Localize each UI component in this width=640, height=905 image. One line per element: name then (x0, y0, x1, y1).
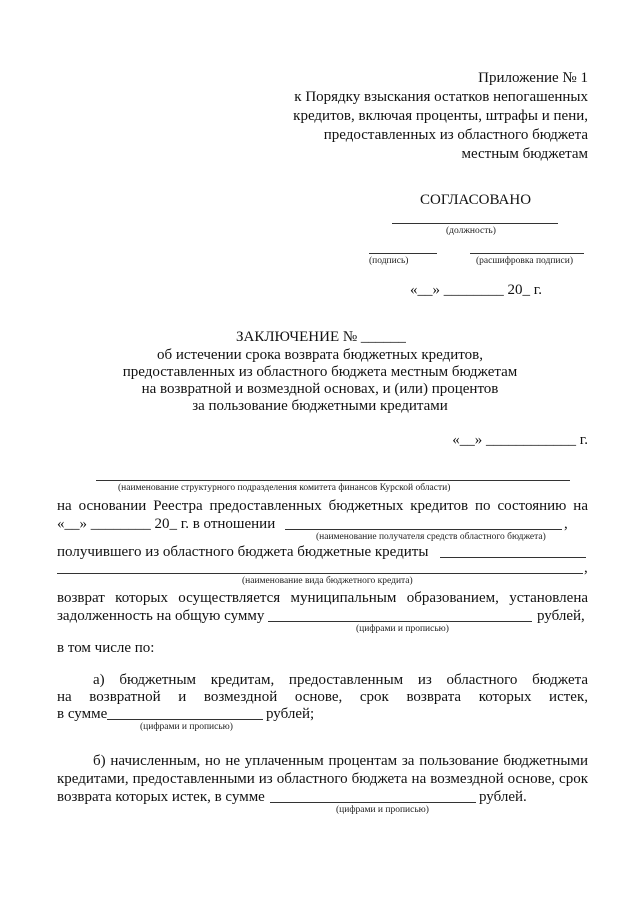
position-line (392, 223, 558, 224)
item-b-caption: (цифрами и прописью) (336, 805, 429, 815)
item-b-sum-end: рублей. (479, 789, 527, 805)
including-line: в том числе по: (57, 640, 155, 656)
basis-line: на основании Реестра предоставленных бюджетных кредитов по состоянию на (57, 498, 588, 514)
appendix-line: к Порядку взыскания остатков непогашенных (294, 89, 588, 105)
item-a-sum-start: в сумме (57, 706, 108, 722)
signature-line (369, 253, 437, 254)
conclusion-subtitle: за пользование бюджетными кредитами (192, 398, 448, 414)
conclusion-date: «__» ____________ г. (452, 432, 588, 448)
item-a-caption: (цифрами и прописью) (140, 722, 233, 732)
conclusion-subtitle: на возвратной и возмездной основах, и (или) процентов (141, 381, 499, 397)
debt-start: задолженность на общую сумму (57, 608, 265, 624)
received-blank (440, 557, 586, 558)
debt-caption: (цифрами и прописью) (356, 624, 449, 634)
appendix-line: местным бюджетам (461, 146, 588, 162)
repay-line: возврат которых осуществляется муниципальным образованием, установлена (57, 590, 588, 606)
conclusion-title: ЗАКЛЮЧЕНИЕ № ______ (236, 329, 406, 345)
conclusion-subtitle: предоставленных из областного бюджета местным бюджетам (122, 364, 518, 380)
approval-title: СОГЛАСОВАНО (420, 192, 532, 208)
item-b-sum-start: возврата которых истек, в сумме (57, 789, 265, 805)
credit-comma: , (584, 560, 588, 576)
credit-line (57, 573, 583, 574)
recipient-line (285, 529, 562, 530)
item-a-sum-end: рублей; (266, 706, 315, 722)
item-a-line2: на возвратной и возмездной основе, срок возврата которых истек, (57, 689, 588, 705)
appendix-number: Приложение № 1 (478, 70, 588, 86)
debt-blank (268, 621, 532, 622)
item-b-blank (270, 802, 476, 803)
conclusion-subtitle: об истечении срока возврата бюджетных кредитов, (156, 347, 483, 363)
signature-caption: (подпись) (369, 256, 409, 266)
appendix-line: кредитов, включая проценты, штрафы и пени, (293, 108, 588, 124)
decoding-line (470, 253, 584, 254)
position-caption: (должность) (446, 226, 496, 236)
item-a-blank (107, 719, 263, 720)
decoding-caption: (расшифровка подписи) (476, 256, 573, 266)
recipient-comma: , (564, 516, 568, 532)
item-b-line2: кредитами, предоставленными из областного бюджета на возмездной основе, срок (57, 771, 588, 787)
debt-end: рублей, (537, 608, 585, 624)
credit-caption: (наименование вида бюджетного кредита) (242, 576, 413, 586)
unit-caption: (наименование структурного подразделения комитета финансов Курской области) (118, 483, 451, 493)
approval-date: «__» ________ 20_ г. (410, 282, 542, 298)
appendix-line: предоставленных из областного бюджета (323, 127, 588, 143)
received-line: получившего из областного бюджета бюджетные кредиты (57, 544, 429, 560)
item-b-line1: б) начисленным, но не уплаченным процентам за пользование бюджетными (93, 753, 588, 769)
unit-line (96, 480, 570, 481)
recipient-caption: (наименование получателя средств областного бюджета) (316, 532, 546, 542)
item-a-line1: а) бюджетным кредитам, предоставленным из областного бюджета (93, 672, 588, 688)
date-relation: «__» ________ 20_ г. в отношении (57, 516, 276, 532)
